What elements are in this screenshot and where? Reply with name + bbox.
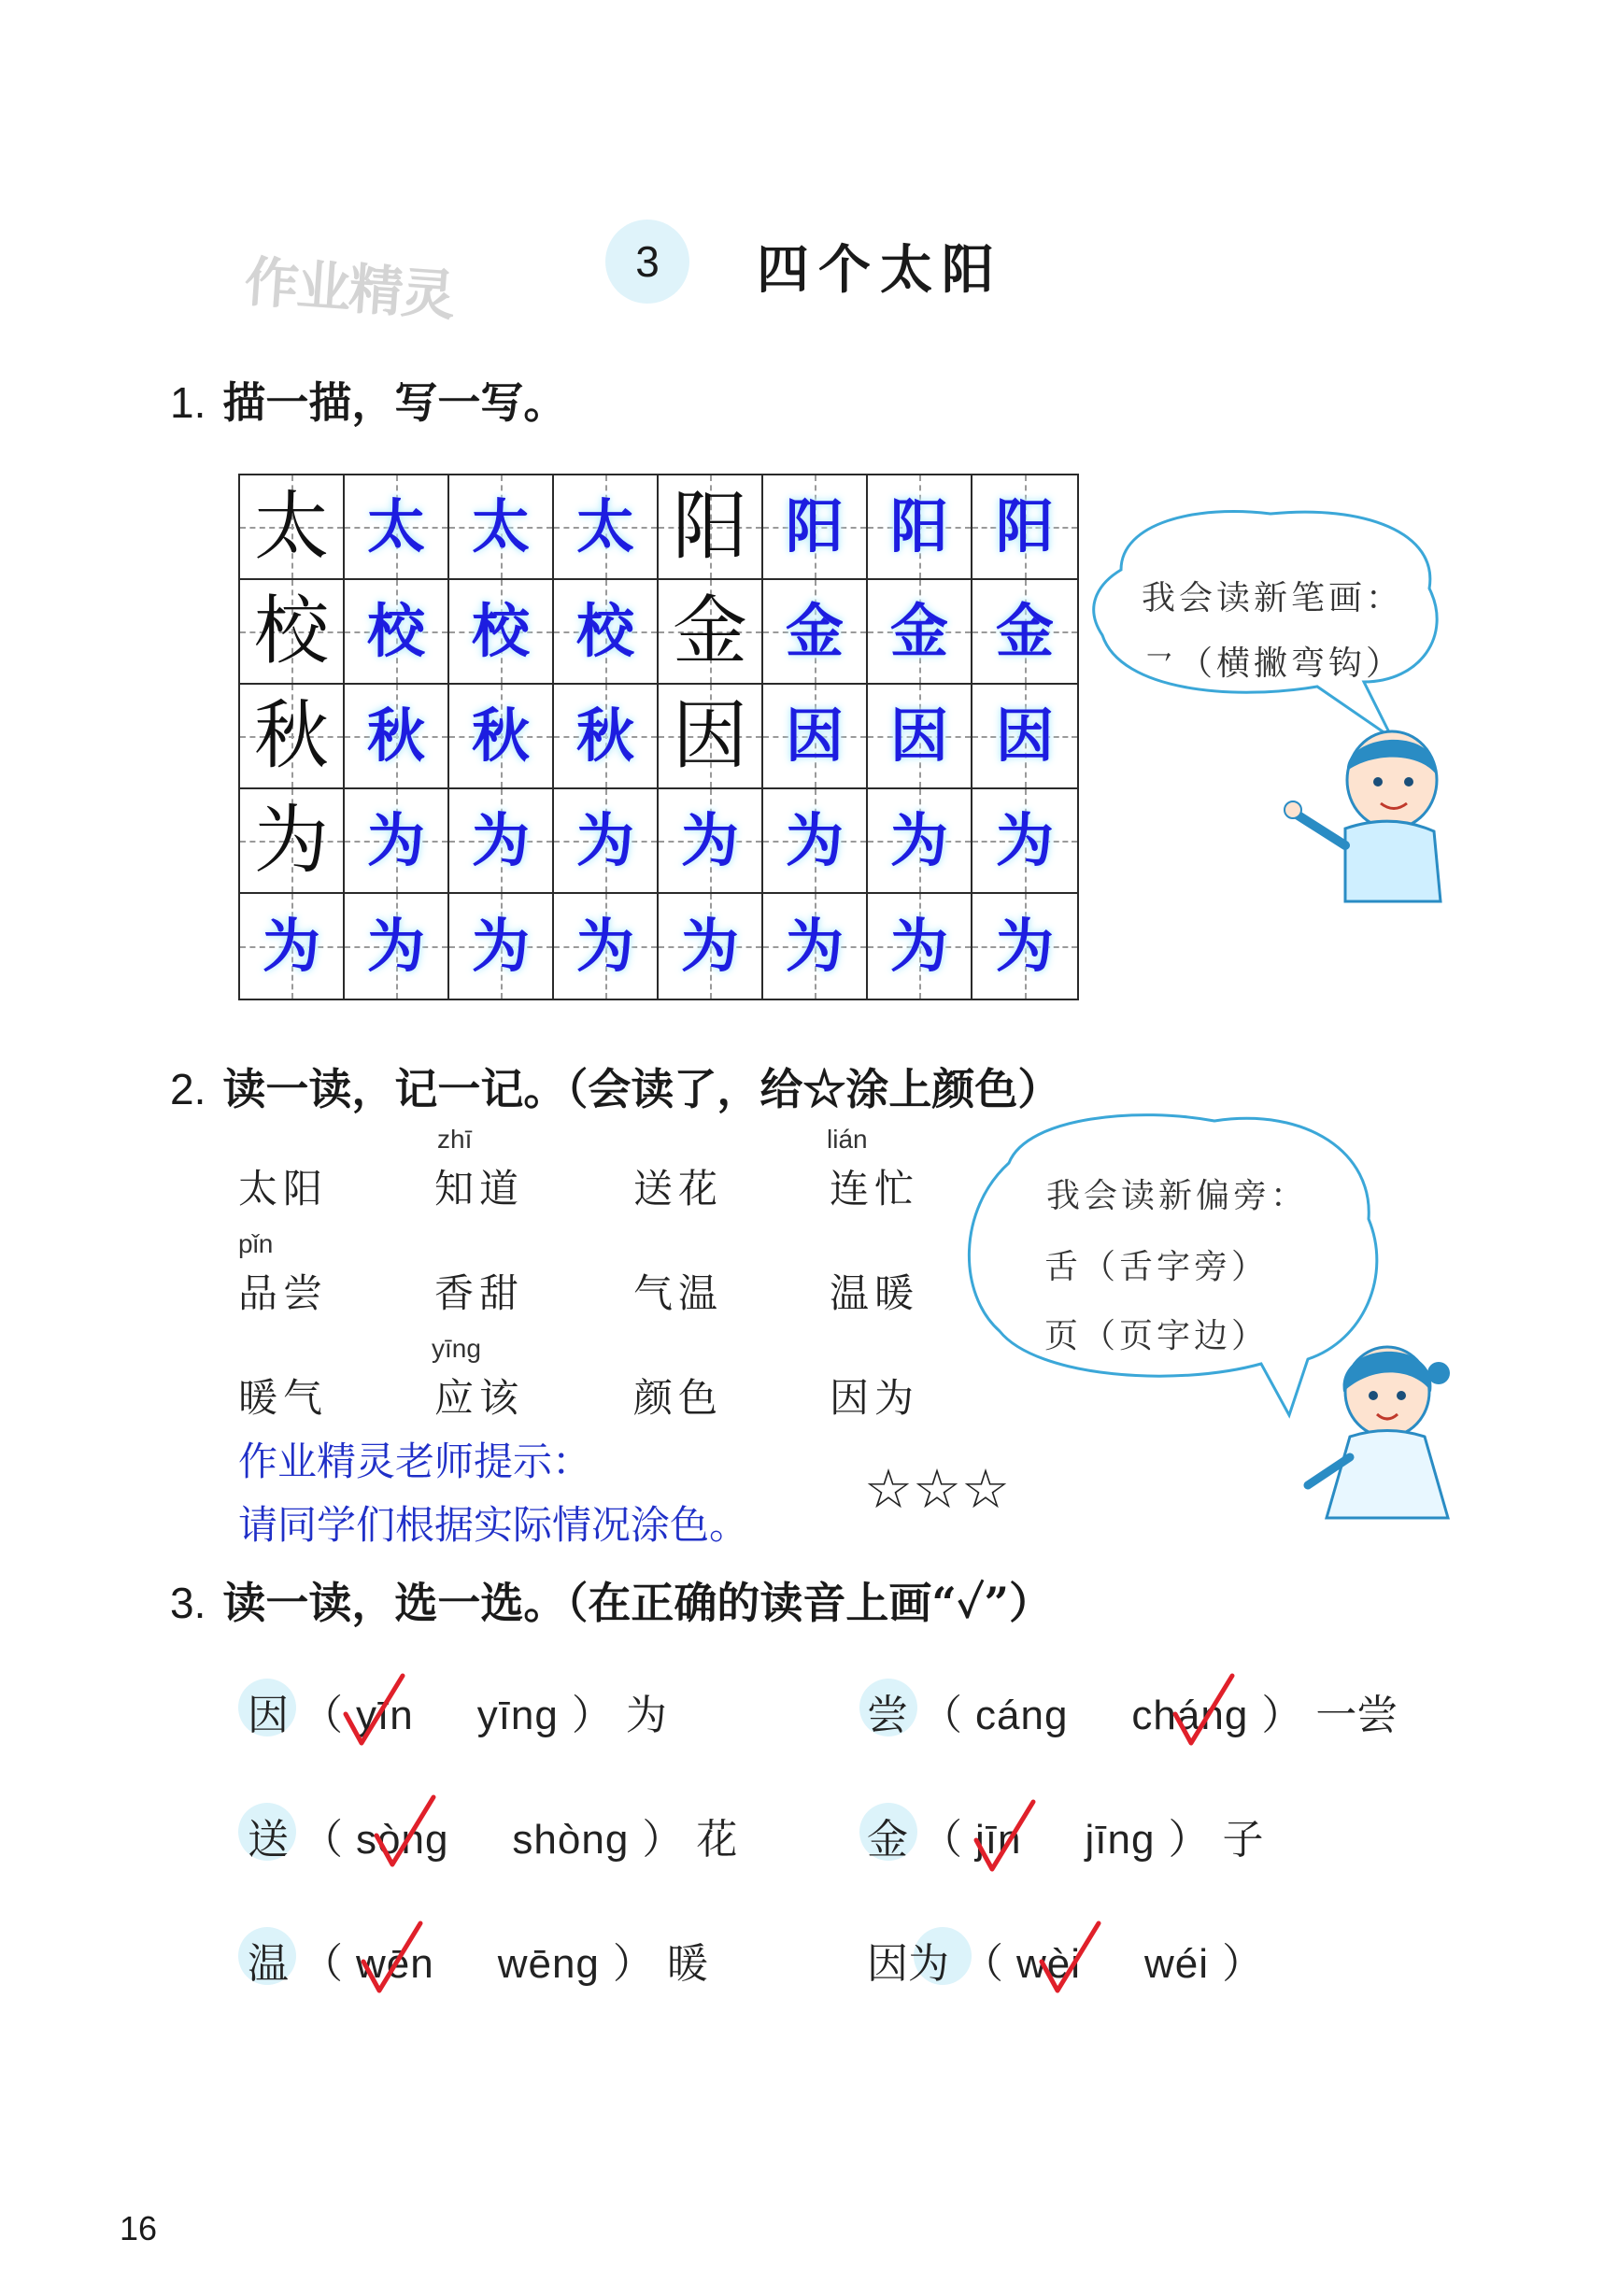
trace-char: 太 bbox=[471, 492, 530, 560]
word: 香甜 bbox=[434, 1270, 525, 1316]
pinyin-option[interactable]: yīn bbox=[356, 1693, 414, 1738]
paren: （ bbox=[921, 1816, 962, 1864]
trace-char: 为 bbox=[366, 912, 425, 980]
pinyin-option[interactable]: yīng bbox=[476, 1693, 559, 1738]
color-stars[interactable]: ☆☆☆ bbox=[864, 1457, 1010, 1521]
model-char: 校 bbox=[254, 588, 329, 674]
trace-char: 校 bbox=[471, 597, 530, 665]
grid-cell bbox=[868, 894, 972, 999]
word: 暖气 bbox=[238, 1375, 329, 1421]
trace-char: 为 bbox=[995, 912, 1054, 980]
trace-char: 因 bbox=[889, 702, 948, 770]
grid-cell bbox=[763, 580, 868, 685]
bubble1-line2: ㇖（横撇弯钩） bbox=[1142, 645, 1404, 683]
choice-item bbox=[248, 1806, 737, 1865]
check-mark-icon bbox=[972, 1798, 1037, 1875]
target-char: 温 bbox=[248, 1940, 289, 1988]
grid-cell bbox=[345, 685, 449, 789]
pinyin-ying: yīng bbox=[432, 1334, 481, 1363]
pinyin-option[interactable]: shòng bbox=[512, 1817, 630, 1863]
word: 连忙 bbox=[830, 1166, 920, 1212]
grid-cell bbox=[659, 789, 763, 894]
choice-item bbox=[867, 1806, 1263, 1865]
trace-char: 为 bbox=[889, 912, 948, 980]
boy-illustration bbox=[1280, 724, 1448, 911]
grid-cell bbox=[763, 789, 868, 894]
grid-cell bbox=[554, 685, 659, 789]
trace-char: 为 bbox=[471, 912, 530, 980]
trace-char: 金 bbox=[889, 597, 948, 665]
section2-title: 读一读，记一记。（会读了，给☆涂上颜色） bbox=[222, 1064, 1061, 1114]
teacher-hint-line2: 请同学们根据实际情况涂色。 bbox=[238, 1502, 749, 1548]
grid-cell bbox=[868, 789, 972, 894]
trace-char: 太 bbox=[575, 492, 634, 560]
target-char: 送 bbox=[248, 1816, 289, 1864]
lesson-title: 四个太阳 bbox=[757, 239, 1003, 301]
section1-title: 描一描，写一写。 bbox=[222, 377, 567, 428]
word: 品尝 bbox=[238, 1270, 329, 1316]
grid-cell bbox=[659, 475, 763, 580]
word: 应该 bbox=[434, 1375, 525, 1421]
grid-cell bbox=[554, 475, 659, 580]
trace-char: 阳 bbox=[995, 492, 1054, 560]
section2-heading bbox=[170, 1056, 1060, 1117]
grid-cell bbox=[345, 475, 449, 580]
pinyin-option[interactable]: sòng bbox=[356, 1817, 449, 1863]
word-suffix: 暖 bbox=[666, 1940, 708, 1988]
trace-char: 阳 bbox=[889, 492, 948, 560]
model-char: 太 bbox=[254, 483, 329, 570]
grid-cell bbox=[345, 894, 449, 999]
trace-char: 为 bbox=[889, 806, 948, 874]
word: 送花 bbox=[633, 1166, 724, 1212]
trace-char: 为 bbox=[575, 806, 634, 874]
trace-char: 校 bbox=[366, 597, 425, 665]
grid-cell bbox=[972, 580, 1077, 685]
model-char: 秋 bbox=[254, 692, 329, 779]
grid-cell bbox=[659, 685, 763, 789]
grid-cell bbox=[659, 580, 763, 685]
pinyin-option[interactable]: jīn bbox=[975, 1817, 1022, 1863]
grid-cell bbox=[972, 894, 1077, 999]
grid-cell bbox=[240, 894, 345, 999]
trace-char: 为 bbox=[262, 912, 320, 980]
trace-char: 为 bbox=[471, 806, 530, 874]
grid-cell bbox=[449, 894, 554, 999]
grid-cell bbox=[345, 580, 449, 685]
word: 颜色 bbox=[633, 1375, 724, 1421]
check-mark-icon bbox=[1037, 1920, 1102, 1996]
grid-cell bbox=[763, 475, 868, 580]
grid-cell bbox=[868, 685, 972, 789]
grid-cell bbox=[240, 789, 345, 894]
grid-cell bbox=[554, 789, 659, 894]
grid-cell bbox=[659, 894, 763, 999]
grid-cell bbox=[240, 580, 345, 685]
bubble2-line1: 我会读新偏旁： bbox=[1046, 1177, 1309, 1215]
grid-cell bbox=[972, 685, 1077, 789]
model-char: 因 bbox=[673, 692, 747, 779]
trace-char: 为 bbox=[995, 806, 1054, 874]
trace-char: 太 bbox=[366, 492, 425, 560]
trace-char: 校 bbox=[575, 597, 634, 665]
grid-cell bbox=[345, 789, 449, 894]
pinyin-option[interactable]: wèi bbox=[1016, 1941, 1082, 1987]
target-word: 因为 bbox=[867, 1940, 949, 1988]
speech-bubble-strokes bbox=[1084, 504, 1457, 747]
target-char: 因 bbox=[248, 1692, 289, 1739]
word: 太阳 bbox=[238, 1166, 329, 1212]
trace-char: 为 bbox=[366, 806, 425, 874]
grid-cell bbox=[240, 475, 345, 580]
word: 知道 bbox=[434, 1166, 525, 1212]
unit-number: 3 bbox=[635, 237, 660, 286]
paren: ） bbox=[1261, 1692, 1303, 1739]
trace-char: 金 bbox=[995, 597, 1054, 665]
girl-illustration bbox=[1299, 1336, 1457, 1523]
pinyin-option[interactable]: cháng bbox=[1131, 1693, 1249, 1738]
pinyin-option[interactable]: wēn bbox=[356, 1941, 434, 1987]
trace-char: 为 bbox=[785, 806, 844, 874]
bubble1-line1: 我会读新笔画： bbox=[1142, 579, 1404, 617]
grid-cell bbox=[868, 580, 972, 685]
paren: （ bbox=[302, 1816, 343, 1864]
section1-number: 1. bbox=[170, 378, 206, 427]
pinyin-option[interactable]: wéi bbox=[1144, 1941, 1210, 1987]
trace-char: 秋 bbox=[575, 702, 634, 770]
grid-cell bbox=[554, 580, 659, 685]
bubble2-line3: 页（页字边） bbox=[1044, 1317, 1270, 1355]
pinyin-option[interactable]: jīng bbox=[1085, 1817, 1156, 1863]
grid-cell bbox=[972, 475, 1077, 580]
grid-cell bbox=[868, 475, 972, 580]
model-char: 为 bbox=[254, 797, 329, 884]
check-mark-icon bbox=[372, 1793, 437, 1870]
trace-char: 秋 bbox=[366, 702, 425, 770]
choice-item bbox=[867, 1681, 1398, 1741]
check-mark-icon bbox=[359, 1920, 424, 1996]
model-char: 阳 bbox=[673, 483, 747, 570]
pinyin-pin: pǐn bbox=[238, 1229, 274, 1258]
section3-title: 读一读，选一选。（在正确的读音上画“✓”） bbox=[222, 1578, 1052, 1628]
teacher-hint-line1: 作业精灵老师提示： bbox=[238, 1439, 592, 1484]
trace-char: 为 bbox=[680, 806, 739, 874]
word-suffix: 子 bbox=[1222, 1816, 1264, 1864]
check-mark-icon bbox=[341, 1672, 406, 1749]
pinyin-lian: lián bbox=[827, 1125, 868, 1154]
word: 因为 bbox=[830, 1375, 920, 1421]
word: 气温 bbox=[633, 1270, 724, 1316]
choice-item bbox=[248, 1930, 708, 1990]
grid-cell bbox=[763, 685, 868, 789]
grid-cell bbox=[554, 894, 659, 999]
section3-number: 3. bbox=[170, 1579, 206, 1627]
word-suffix: 花 bbox=[696, 1816, 738, 1864]
section2-number: 2. bbox=[170, 1065, 206, 1113]
model-char: 金 bbox=[673, 588, 747, 674]
trace-char: 为 bbox=[785, 912, 844, 980]
trace-char: 为 bbox=[680, 912, 739, 980]
pinyin-option[interactable]: wēng bbox=[497, 1941, 600, 1987]
word-suffix: 为 bbox=[625, 1692, 667, 1739]
paren: ） bbox=[1168, 1816, 1210, 1864]
trace-char: 阳 bbox=[785, 492, 844, 560]
grid-cell bbox=[449, 580, 554, 685]
grid-cell bbox=[449, 789, 554, 894]
section3-heading bbox=[170, 1569, 1052, 1631]
paren: （ bbox=[962, 1940, 1003, 1988]
check-mark-icon bbox=[1171, 1672, 1236, 1749]
grid-cell bbox=[449, 475, 554, 580]
pinyin-zhi: zhī bbox=[437, 1125, 473, 1154]
word: 温暖 bbox=[830, 1270, 920, 1316]
unit-number-badge bbox=[605, 220, 689, 304]
trace-char: 秋 bbox=[471, 702, 530, 770]
target-char: 金 bbox=[867, 1816, 908, 1864]
writing-grid bbox=[238, 474, 1079, 1000]
trace-char: 因 bbox=[785, 702, 844, 770]
page-number: 16 bbox=[120, 2209, 158, 2247]
grid-cell bbox=[972, 789, 1077, 894]
paren: ） bbox=[571, 1692, 613, 1739]
bubble2-line2: 舌（舌字旁） bbox=[1044, 1248, 1270, 1286]
paren: ） bbox=[1222, 1940, 1264, 1988]
section1-heading bbox=[170, 369, 566, 431]
grid-cell bbox=[240, 685, 345, 789]
pinyin-option[interactable]: cáng bbox=[975, 1693, 1069, 1738]
paren: （ bbox=[302, 1940, 343, 1988]
paren: （ bbox=[302, 1692, 343, 1739]
trace-char: 金 bbox=[785, 597, 844, 665]
choice-item bbox=[248, 1681, 667, 1741]
paren: （ bbox=[921, 1692, 962, 1739]
grid-cell bbox=[763, 894, 868, 999]
paren: ） bbox=[612, 1940, 654, 1988]
target-char: 尝 bbox=[867, 1692, 908, 1739]
trace-char: 为 bbox=[575, 912, 634, 980]
grid-cell bbox=[449, 685, 554, 789]
watermark: 作业精灵 bbox=[242, 249, 456, 328]
paren: ） bbox=[642, 1816, 684, 1864]
word-suffix: 一尝 bbox=[1315, 1692, 1398, 1739]
trace-char: 因 bbox=[995, 702, 1054, 770]
